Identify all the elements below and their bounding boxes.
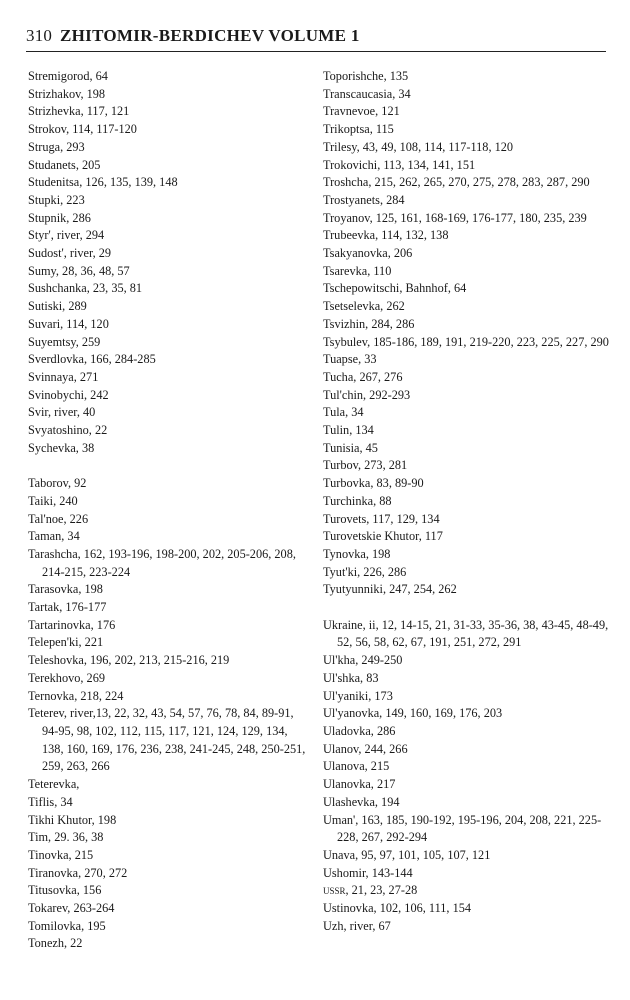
index-entry: Strokov, 114, 117-120: [28, 122, 137, 137]
index-entry: Stupki, 223: [28, 192, 85, 207]
index-entry: Troshcha, 215, 262, 265, 270, 275, 278, 283, 287, 290: [323, 175, 590, 190]
index-entry: Sumy, 28, 36, 48, 57: [28, 263, 130, 278]
index-entry: Sutiski, 289: [28, 299, 87, 314]
index-entry: Ternovka, 218, 224: [28, 688, 124, 703]
index-entry: Svyatoshino, 22: [28, 423, 108, 438]
index-entry: Svir, river, 40: [28, 405, 96, 420]
index-entry: Svinnaya, 271: [28, 369, 99, 384]
index-entry: Travnevoe, 121: [323, 104, 400, 119]
index-entry: Teterev, river,13, 22, 32, 43, 54, 57, 76, 78, 84, 89-91, 94-95, 98, 102, 112, 115, 117, 121, 124, 129, 134, 138, 160, 169, 176, 236, 238, 241-245, 248, 250-251, 259, 263, 266: [28, 706, 306, 774]
index-entry: Sudost', river, 29: [28, 246, 112, 261]
index-entry: Studanets, 205: [28, 157, 101, 172]
index-entry: Ulanov, 244, 266: [323, 741, 408, 756]
index-entry: Tartarinovka, 176: [28, 617, 116, 632]
index-entry: Taiki, 240: [28, 493, 78, 508]
index-entry: Taborov, 92: [28, 476, 87, 491]
index-entry: Studenitsa, 126, 135, 139, 148: [28, 175, 178, 190]
index-entry: Tsakyanovka, 206: [323, 246, 413, 261]
index-entry: Ul'yaniki, 173: [323, 688, 393, 703]
index-entry: Ukraine, ii, 12, 14-15, 21, 31-33, 35-36, 38, 43-45, 48-49, 52, 56, 58, 62, 67, 191, 251, 272, 291: [323, 617, 609, 650]
index-entry: Styr', river, 294: [28, 228, 105, 243]
index-entry: Struga, 293: [28, 139, 85, 154]
running-title: ZHITOMIR-BERDICHEV VOLUME 1: [60, 26, 360, 45]
index-entry: Tuapse, 33: [323, 352, 377, 367]
index-entry: Stremigorod, 64: [28, 69, 108, 83]
index-entry: Tyut'ki, 226, 286: [323, 564, 407, 579]
index-entry: Toporishche, 135: [323, 69, 409, 83]
index-entry: Tsybulev, 185-186, 189, 191, 219-220, 223, 225, 227, 290: [323, 334, 609, 349]
index-entry: Sushchanka, 23, 35, 81: [28, 281, 143, 296]
index-entry: Turovetskie Khutor, 117: [323, 529, 443, 544]
index-entry: Trokovichi, 113, 134, 141, 151: [323, 157, 476, 172]
index-entry: Titusovka, 156: [28, 883, 102, 898]
index-entry: Uman', 163, 185, 190-192, 195-196, 204, 208, 221, 225-228, 267, 292-294: [323, 812, 602, 845]
index-entry: Tiranovka, 270, 272: [28, 865, 128, 880]
index-entry: Turbov, 273, 281: [323, 458, 408, 473]
index-entry: Turbovka, 83, 89-90: [323, 476, 424, 491]
index-entry: Suvari, 114, 120: [28, 316, 109, 331]
index-entry: Ul'shka, 83: [323, 670, 379, 685]
index-entry: Sverdlovka, 166, 284-285: [28, 352, 156, 367]
index-entry: Tsvizhin, 284, 286: [323, 316, 415, 331]
index-entry: Tartak, 176-177: [28, 600, 107, 615]
index-entry: Tynovka, 198: [323, 546, 391, 561]
index-entry: Taman, 34: [28, 529, 80, 544]
index-entry: Tulin, 134: [323, 423, 374, 438]
index-entry: Strizhevka, 117, 121: [28, 104, 130, 119]
index-entry: Tsarevka, 110: [323, 263, 392, 278]
index-entry: Tula, 34: [323, 405, 364, 420]
index-entry: Ul'kha, 249-250: [323, 653, 403, 668]
index-entry: Tinovka, 215: [28, 847, 94, 862]
section-gap: [323, 599, 609, 617]
index-entry: ussr, 21, 23, 27-28: [323, 883, 418, 898]
index-entry: Tikhi Khutor, 198: [28, 812, 117, 827]
index-entry: Tiflis, 34: [28, 794, 73, 809]
index-entry: Strizhakov, 198: [28, 86, 106, 101]
index-entry: Stupnik, 286: [28, 210, 91, 225]
index-entry: Ulanova, 215: [323, 759, 390, 774]
index-entry: Uzh, river, 67: [323, 918, 391, 933]
index-entry: Teleshovka, 196, 202, 213, 215-216, 219: [28, 653, 230, 668]
index-entry: Tunisia, 45: [323, 440, 378, 455]
index-entry: Tomilovka, 195: [28, 918, 106, 933]
index-entry: Ul'yanovka, 149, 160, 169, 176, 203: [323, 706, 503, 721]
index-entry: Unava, 95, 97, 101, 105, 107, 121: [323, 847, 491, 862]
index-entry: Turchinka, 88: [323, 493, 392, 508]
index-entry: Tokarev, 263-264: [28, 901, 115, 916]
index-entry: Suyemtsy, 259: [28, 334, 101, 349]
index-entry: Tucha, 267, 276: [323, 369, 403, 384]
index-entry: Tschepowitschi, Bahnhof, 64: [323, 281, 467, 296]
page-header: [26, 22, 606, 52]
index-entry: Troyanov, 125, 161, 168-169, 176-177, 180, 235, 239: [323, 210, 587, 225]
index-entry: Trostyanets, 284: [323, 192, 405, 207]
index-entry: Turovets, 117, 129, 134: [323, 511, 440, 526]
index-entry: Ushomir, 143-144: [323, 865, 413, 880]
index-entry: Tyutyunniki, 247, 254, 262: [323, 582, 457, 597]
index-entry: Trubeevka, 114, 132, 138: [323, 228, 449, 243]
index-entry: Tonezh, 22: [28, 936, 83, 951]
index-entry: Svinobychi, 242: [28, 387, 109, 402]
index-entry: Tsetselevka, 262: [323, 299, 405, 314]
index-column-right: [323, 68, 609, 935]
index-entry: Trilesy, 43, 49, 108, 114, 117-118, 120: [323, 139, 514, 154]
index-column-left: [28, 68, 310, 953]
index-entry: Uladovka, 286: [323, 724, 396, 738]
index-entry: Ulanovka, 217: [323, 777, 396, 792]
index-entry: Tim, 29. 36, 38: [28, 830, 104, 845]
index-entry: Sychevka, 38: [28, 440, 95, 455]
index-entry: Tal'noe, 226: [28, 511, 89, 526]
index-entry: Ulashevka, 194: [323, 794, 400, 809]
index-entry: Tarashcha, 162, 193-196, 198-200, 202, 205-206, 208, 214-215, 223-224: [28, 546, 296, 579]
index-entry: Tul'chin, 292-293: [323, 387, 411, 402]
index-entry: Tarasovka, 198: [28, 582, 103, 597]
index-entry: Transcaucasia, 34: [323, 86, 411, 101]
index-entry: Trikoptsa, 115: [323, 122, 394, 137]
index-entry: Ustinovka, 102, 106, 111, 154: [323, 901, 472, 916]
page-number: 310: [26, 26, 53, 45]
index-entry: Teterevka,: [28, 777, 80, 792]
section-gap: [28, 457, 310, 475]
index-entry: Terekhovo, 269: [28, 670, 105, 685]
index-entry: Telepen'ki, 221: [28, 635, 104, 650]
